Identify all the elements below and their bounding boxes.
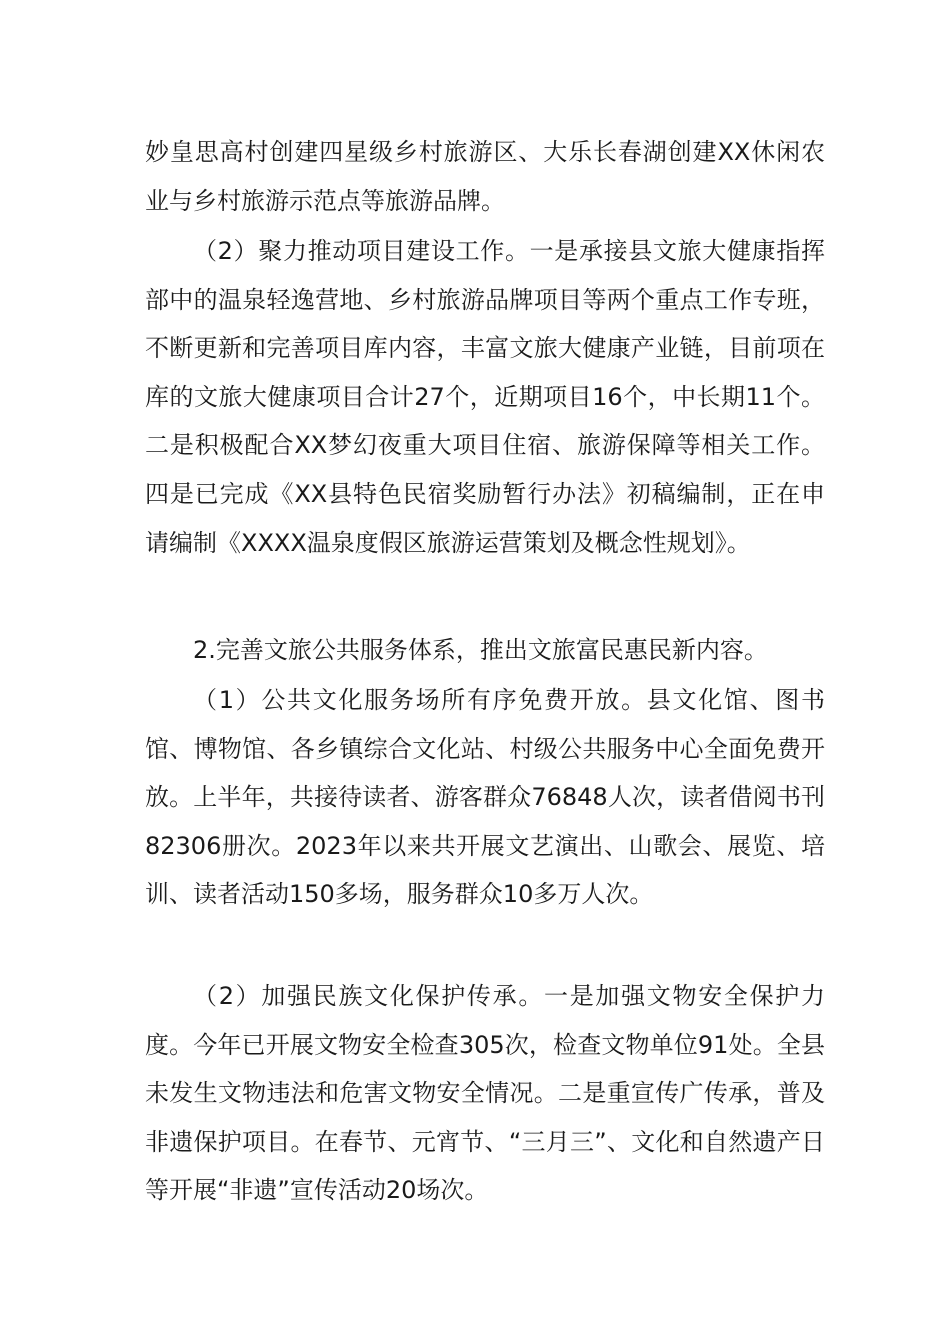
paragraph-public-culture-venues: （1）公共文化服务场所有序免费开放。县文化馆、图书馆、博物馆、各乡镇综合文化站、村级公共服务中心全面免费开放。上半年，共接待读者、游客群众76848人次，读者借阅书刊82306册次。2023年以来共开展文艺演出、山歌会、展览、培训、读者活动150多场，服务群众10多万人次。 xyxy=(145,686,825,909)
paragraph-project-construction: （2）聚力推动项目建设工作。一是承接县文旅大健康指挥部中的温泉轻逸营地、乡村旅游品牌项目等两个重点工作专班，不断更新和完善项目库内容，丰富文旅大健康产业链，目前项在库的文旅大健康项目合计27个，近期项目16个，中长期11个。二是积极配合XX梦幻夜重大项目住宿、旅游保障等相关工作。四是已完成《XX县特色民宿奖励暂行办法》初稿编制，正在申请编制《XXXX温泉度假区旅游运营策划及概念性规划》。 xyxy=(145,237,825,557)
paragraph-ethnic-culture-protection: （2）加强民族文化保护传承。一是加强文物安全保护力度。今年已开展文物安全检查305次，检查文物单位91处。全县未发生文物违法和危害文物安全情况。二是重宣传广传承，普及非遗保护项目。在春节、元宵节、“三月三”、文化和自然遗产日等开展“非遗”宣传活动20场次。 xyxy=(145,982,825,1205)
section-heading-public-service: 2.完善文旅公共服务体系，推出文旅富民惠民新内容。 xyxy=(193,636,768,664)
paragraph-brand-continuation: 妙皇思高村创建四星级乡村旅游区、大乐长春湖创建XX休闲农业与乡村旅游示范点等旅游品牌。 xyxy=(145,138,825,215)
